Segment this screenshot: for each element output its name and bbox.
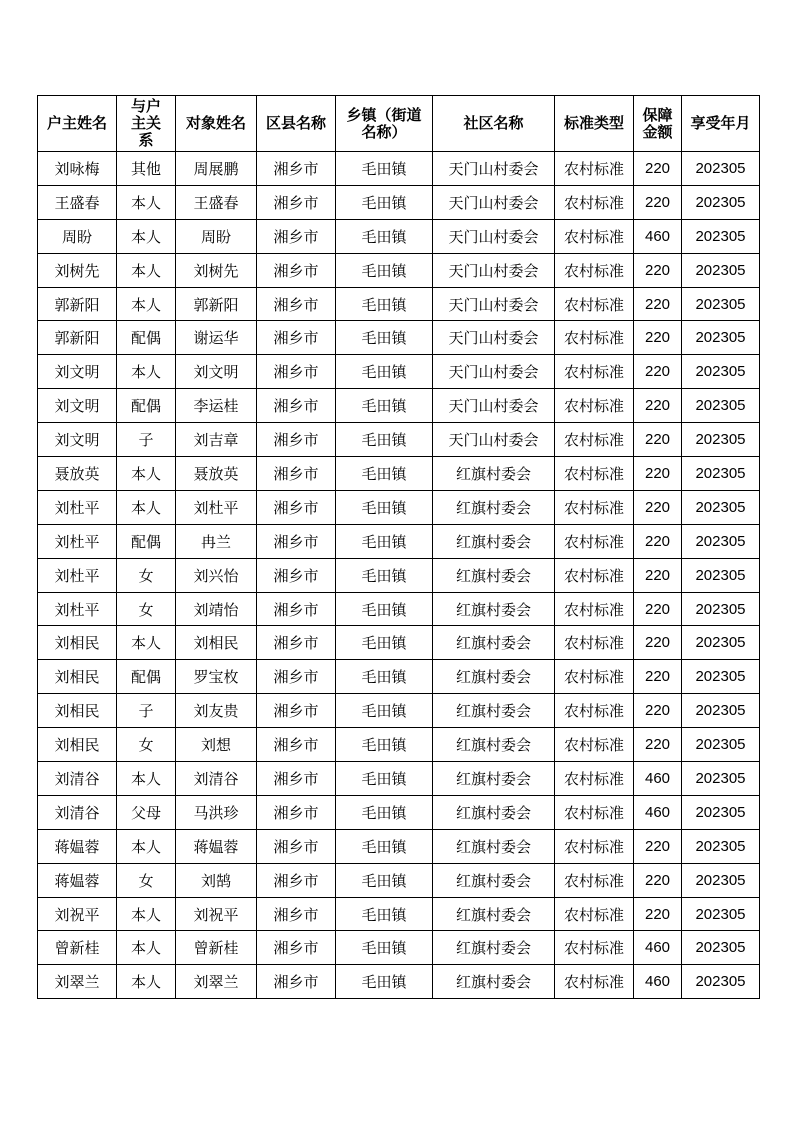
cell-community: 红旗村委会	[433, 626, 555, 660]
table-row	[38, 152, 760, 186]
header-month: 享受年月	[682, 96, 760, 152]
cell-community: 红旗村委会	[433, 457, 555, 491]
cell-standard-type: 农村标准	[555, 592, 634, 626]
cell-relationship: 配偶	[117, 321, 176, 355]
cell-relationship: 子	[117, 694, 176, 728]
cell-county: 湘乡市	[257, 660, 336, 694]
cell-community: 天门山村委会	[433, 219, 555, 253]
table-body	[38, 152, 760, 999]
cell-county: 湘乡市	[257, 762, 336, 796]
cell-amount: 220	[634, 660, 682, 694]
table-row	[38, 321, 760, 355]
cell-community: 天门山村委会	[433, 287, 555, 321]
cell-township: 毛田镇	[336, 660, 433, 694]
table-row	[38, 355, 760, 389]
cell-relationship: 父母	[117, 795, 176, 829]
cell-standard-type: 农村标准	[555, 287, 634, 321]
table-row	[38, 389, 760, 423]
cell-county: 湘乡市	[257, 389, 336, 423]
cell-month: 202305	[682, 965, 760, 999]
cell-recipient-name: 周盼	[176, 219, 257, 253]
table-row	[38, 660, 760, 694]
cell-relationship: 本人	[117, 965, 176, 999]
table-row	[38, 626, 760, 660]
cell-month: 202305	[682, 795, 760, 829]
subsidy-table	[37, 95, 760, 999]
table-row	[38, 558, 760, 592]
cell-household-head: 蒋媪蓉	[38, 863, 117, 897]
cell-amount: 220	[634, 321, 682, 355]
cell-township: 毛田镇	[336, 863, 433, 897]
table-row	[38, 762, 760, 796]
header-standard-type: 标准类型	[555, 96, 634, 152]
cell-month: 202305	[682, 389, 760, 423]
cell-county: 湘乡市	[257, 694, 336, 728]
cell-relationship: 配偶	[117, 660, 176, 694]
cell-amount: 220	[634, 728, 682, 762]
cell-household-head: 刘文明	[38, 423, 117, 457]
cell-recipient-name: 刘兴怡	[176, 558, 257, 592]
cell-recipient-name: 刘鹄	[176, 863, 257, 897]
cell-county: 湘乡市	[257, 728, 336, 762]
cell-recipient-name: 刘吉章	[176, 423, 257, 457]
cell-township: 毛田镇	[336, 423, 433, 457]
cell-relationship: 子	[117, 423, 176, 457]
cell-township: 毛田镇	[336, 355, 433, 389]
cell-relationship: 本人	[117, 185, 176, 219]
cell-month: 202305	[682, 592, 760, 626]
cell-relationship: 本人	[117, 762, 176, 796]
cell-township: 毛田镇	[336, 524, 433, 558]
cell-standard-type: 农村标准	[555, 795, 634, 829]
cell-standard-type: 农村标准	[555, 219, 634, 253]
cell-recipient-name: 蒋媪蓉	[176, 829, 257, 863]
cell-standard-type: 农村标准	[555, 524, 634, 558]
cell-month: 202305	[682, 694, 760, 728]
cell-recipient-name: 谢运华	[176, 321, 257, 355]
cell-household-head: 周盼	[38, 219, 117, 253]
cell-relationship: 本人	[117, 457, 176, 491]
cell-community: 红旗村委会	[433, 897, 555, 931]
cell-recipient-name: 刘翠兰	[176, 965, 257, 999]
cell-amount: 220	[634, 490, 682, 524]
cell-household-head: 曾新桂	[38, 931, 117, 965]
cell-household-head: 刘文明	[38, 355, 117, 389]
cell-township: 毛田镇	[336, 626, 433, 660]
cell-relationship: 本人	[117, 897, 176, 931]
cell-amount: 220	[634, 152, 682, 186]
cell-relationship: 女	[117, 728, 176, 762]
cell-recipient-name: 刘清谷	[176, 762, 257, 796]
cell-month: 202305	[682, 490, 760, 524]
cell-county: 湘乡市	[257, 524, 336, 558]
cell-amount: 220	[634, 253, 682, 287]
cell-community: 天门山村委会	[433, 389, 555, 423]
cell-standard-type: 农村标准	[555, 423, 634, 457]
cell-household-head: 刘杜平	[38, 592, 117, 626]
cell-amount: 220	[634, 592, 682, 626]
cell-recipient-name: 刘文明	[176, 355, 257, 389]
cell-relationship: 其他	[117, 152, 176, 186]
cell-standard-type: 农村标准	[555, 897, 634, 931]
table-row	[38, 965, 760, 999]
cell-recipient-name: 聂放英	[176, 457, 257, 491]
cell-township: 毛田镇	[336, 152, 433, 186]
cell-township: 毛田镇	[336, 728, 433, 762]
cell-relationship: 配偶	[117, 389, 176, 423]
cell-household-head: 刘祝平	[38, 897, 117, 931]
cell-month: 202305	[682, 423, 760, 457]
cell-recipient-name: 郭新阳	[176, 287, 257, 321]
header-relationship: 与户主关系	[117, 96, 176, 152]
cell-standard-type: 农村标准	[555, 389, 634, 423]
table-row	[38, 897, 760, 931]
subsidy-table-sheet	[37, 95, 760, 999]
table-row	[38, 287, 760, 321]
cell-recipient-name: 刘友贵	[176, 694, 257, 728]
cell-standard-type: 农村标准	[555, 931, 634, 965]
cell-standard-type: 农村标准	[555, 558, 634, 592]
table-row	[38, 219, 760, 253]
table-row	[38, 524, 760, 558]
cell-community: 天门山村委会	[433, 152, 555, 186]
cell-month: 202305	[682, 762, 760, 796]
cell-month: 202305	[682, 152, 760, 186]
header-amount: 保障金额	[634, 96, 682, 152]
cell-standard-type: 农村标准	[555, 355, 634, 389]
cell-household-head: 郭新阳	[38, 321, 117, 355]
cell-amount: 220	[634, 558, 682, 592]
cell-household-head: 刘咏梅	[38, 152, 117, 186]
cell-month: 202305	[682, 185, 760, 219]
cell-amount: 220	[634, 423, 682, 457]
cell-county: 湘乡市	[257, 829, 336, 863]
cell-month: 202305	[682, 219, 760, 253]
header-recipient-name: 对象姓名	[176, 96, 257, 152]
cell-relationship: 本人	[117, 931, 176, 965]
cell-recipient-name: 周展鹏	[176, 152, 257, 186]
cell-month: 202305	[682, 355, 760, 389]
cell-township: 毛田镇	[336, 457, 433, 491]
cell-community: 红旗村委会	[433, 829, 555, 863]
cell-county: 湘乡市	[257, 558, 336, 592]
cell-standard-type: 农村标准	[555, 626, 634, 660]
cell-recipient-name: 刘祝平	[176, 897, 257, 931]
cell-household-head: 刘相民	[38, 626, 117, 660]
header-community: 社区名称	[433, 96, 555, 152]
table-row	[38, 863, 760, 897]
cell-month: 202305	[682, 457, 760, 491]
cell-amount: 220	[634, 524, 682, 558]
cell-standard-type: 农村标准	[555, 728, 634, 762]
cell-household-head: 刘翠兰	[38, 965, 117, 999]
cell-standard-type: 农村标准	[555, 863, 634, 897]
cell-township: 毛田镇	[336, 558, 433, 592]
cell-township: 毛田镇	[336, 253, 433, 287]
cell-month: 202305	[682, 829, 760, 863]
cell-amount: 220	[634, 897, 682, 931]
cell-standard-type: 农村标准	[555, 660, 634, 694]
cell-household-head: 郭新阳	[38, 287, 117, 321]
table-row	[38, 829, 760, 863]
table-row	[38, 457, 760, 491]
cell-recipient-name: 刘靖怡	[176, 592, 257, 626]
cell-household-head: 刘杜平	[38, 524, 117, 558]
cell-standard-type: 农村标准	[555, 457, 634, 491]
table-row	[38, 795, 760, 829]
cell-recipient-name: 曾新桂	[176, 931, 257, 965]
cell-standard-type: 农村标准	[555, 152, 634, 186]
cell-county: 湘乡市	[257, 253, 336, 287]
cell-county: 湘乡市	[257, 287, 336, 321]
cell-township: 毛田镇	[336, 795, 433, 829]
cell-relationship: 本人	[117, 626, 176, 660]
cell-amount: 220	[634, 389, 682, 423]
cell-community: 红旗村委会	[433, 558, 555, 592]
cell-month: 202305	[682, 897, 760, 931]
cell-standard-type: 农村标准	[555, 829, 634, 863]
cell-county: 湘乡市	[257, 626, 336, 660]
cell-relationship: 女	[117, 863, 176, 897]
cell-month: 202305	[682, 931, 760, 965]
cell-amount: 460	[634, 931, 682, 965]
cell-standard-type: 农村标准	[555, 321, 634, 355]
table-row	[38, 490, 760, 524]
cell-county: 湘乡市	[257, 592, 336, 626]
cell-township: 毛田镇	[336, 321, 433, 355]
cell-amount: 220	[634, 185, 682, 219]
cell-community: 红旗村委会	[433, 490, 555, 524]
header-household-head: 户主姓名	[38, 96, 117, 152]
cell-month: 202305	[682, 728, 760, 762]
cell-township: 毛田镇	[336, 490, 433, 524]
cell-standard-type: 农村标准	[555, 490, 634, 524]
table-row	[38, 423, 760, 457]
cell-household-head: 蒋媪蓉	[38, 829, 117, 863]
cell-township: 毛田镇	[336, 592, 433, 626]
cell-township: 毛田镇	[336, 287, 433, 321]
cell-relationship: 本人	[117, 829, 176, 863]
cell-county: 湘乡市	[257, 355, 336, 389]
header-township: 乡镇（街道名称）	[336, 96, 433, 152]
cell-amount: 460	[634, 965, 682, 999]
cell-county: 湘乡市	[257, 457, 336, 491]
cell-relationship: 本人	[117, 355, 176, 389]
cell-community: 天门山村委会	[433, 253, 555, 287]
cell-community: 天门山村委会	[433, 321, 555, 355]
cell-county: 湘乡市	[257, 931, 336, 965]
cell-community: 红旗村委会	[433, 694, 555, 728]
cell-township: 毛田镇	[336, 389, 433, 423]
cell-month: 202305	[682, 524, 760, 558]
cell-county: 湘乡市	[257, 795, 336, 829]
cell-community: 红旗村委会	[433, 762, 555, 796]
header-row	[38, 96, 760, 152]
cell-relationship: 女	[117, 558, 176, 592]
cell-community: 红旗村委会	[433, 931, 555, 965]
cell-recipient-name: 刘杜平	[176, 490, 257, 524]
cell-township: 毛田镇	[336, 897, 433, 931]
cell-amount: 220	[634, 355, 682, 389]
cell-township: 毛田镇	[336, 185, 433, 219]
cell-relationship: 本人	[117, 490, 176, 524]
cell-month: 202305	[682, 863, 760, 897]
cell-township: 毛田镇	[336, 694, 433, 728]
cell-relationship: 本人	[117, 219, 176, 253]
cell-recipient-name: 刘想	[176, 728, 257, 762]
table-row	[38, 728, 760, 762]
cell-relationship: 女	[117, 592, 176, 626]
cell-month: 202305	[682, 287, 760, 321]
cell-standard-type: 农村标准	[555, 762, 634, 796]
cell-household-head: 聂放英	[38, 457, 117, 491]
cell-amount: 220	[634, 626, 682, 660]
cell-recipient-name: 刘树先	[176, 253, 257, 287]
cell-community: 红旗村委会	[433, 795, 555, 829]
cell-county: 湘乡市	[257, 490, 336, 524]
cell-township: 毛田镇	[336, 931, 433, 965]
cell-amount: 220	[634, 457, 682, 491]
table-row	[38, 592, 760, 626]
cell-household-head: 刘相民	[38, 660, 117, 694]
cell-relationship: 配偶	[117, 524, 176, 558]
cell-month: 202305	[682, 321, 760, 355]
cell-county: 湘乡市	[257, 152, 336, 186]
cell-amount: 220	[634, 863, 682, 897]
cell-household-head: 刘树先	[38, 253, 117, 287]
cell-household-head: 刘相民	[38, 728, 117, 762]
cell-household-head: 刘杜平	[38, 490, 117, 524]
cell-standard-type: 农村标准	[555, 694, 634, 728]
cell-recipient-name: 冉兰	[176, 524, 257, 558]
cell-county: 湘乡市	[257, 863, 336, 897]
cell-township: 毛田镇	[336, 829, 433, 863]
cell-household-head: 刘杜平	[38, 558, 117, 592]
cell-relationship: 本人	[117, 287, 176, 321]
cell-recipient-name: 刘相民	[176, 626, 257, 660]
cell-recipient-name: 王盛春	[176, 185, 257, 219]
cell-month: 202305	[682, 558, 760, 592]
cell-month: 202305	[682, 660, 760, 694]
cell-month: 202305	[682, 626, 760, 660]
cell-community: 天门山村委会	[433, 423, 555, 457]
cell-month: 202305	[682, 253, 760, 287]
cell-county: 湘乡市	[257, 965, 336, 999]
cell-community: 天门山村委会	[433, 185, 555, 219]
table-row	[38, 185, 760, 219]
cell-standard-type: 农村标准	[555, 185, 634, 219]
cell-recipient-name: 马洪珍	[176, 795, 257, 829]
cell-community: 红旗村委会	[433, 965, 555, 999]
cell-household-head: 刘相民	[38, 694, 117, 728]
cell-community: 红旗村委会	[433, 863, 555, 897]
cell-standard-type: 农村标准	[555, 253, 634, 287]
cell-amount: 460	[634, 795, 682, 829]
cell-county: 湘乡市	[257, 219, 336, 253]
header-county: 区县名称	[257, 96, 336, 152]
cell-standard-type: 农村标准	[555, 965, 634, 999]
cell-amount: 220	[634, 287, 682, 321]
cell-household-head: 王盛春	[38, 185, 117, 219]
cell-amount: 220	[634, 829, 682, 863]
cell-community: 红旗村委会	[433, 524, 555, 558]
cell-township: 毛田镇	[336, 762, 433, 796]
cell-county: 湘乡市	[257, 185, 336, 219]
cell-household-head: 刘清谷	[38, 762, 117, 796]
cell-household-head: 刘文明	[38, 389, 117, 423]
cell-recipient-name: 罗宝枚	[176, 660, 257, 694]
table-row	[38, 694, 760, 728]
cell-county: 湘乡市	[257, 321, 336, 355]
cell-county: 湘乡市	[257, 423, 336, 457]
cell-community: 红旗村委会	[433, 660, 555, 694]
cell-township: 毛田镇	[336, 219, 433, 253]
cell-amount: 220	[634, 694, 682, 728]
cell-recipient-name: 李运桂	[176, 389, 257, 423]
cell-amount: 460	[634, 762, 682, 796]
cell-county: 湘乡市	[257, 897, 336, 931]
cell-relationship: 本人	[117, 253, 176, 287]
cell-township: 毛田镇	[336, 965, 433, 999]
cell-community: 天门山村委会	[433, 355, 555, 389]
cell-amount: 460	[634, 219, 682, 253]
table-row	[38, 931, 760, 965]
table-row	[38, 253, 760, 287]
table-header	[38, 96, 760, 152]
cell-community: 红旗村委会	[433, 592, 555, 626]
cell-household-head: 刘清谷	[38, 795, 117, 829]
cell-community: 红旗村委会	[433, 728, 555, 762]
